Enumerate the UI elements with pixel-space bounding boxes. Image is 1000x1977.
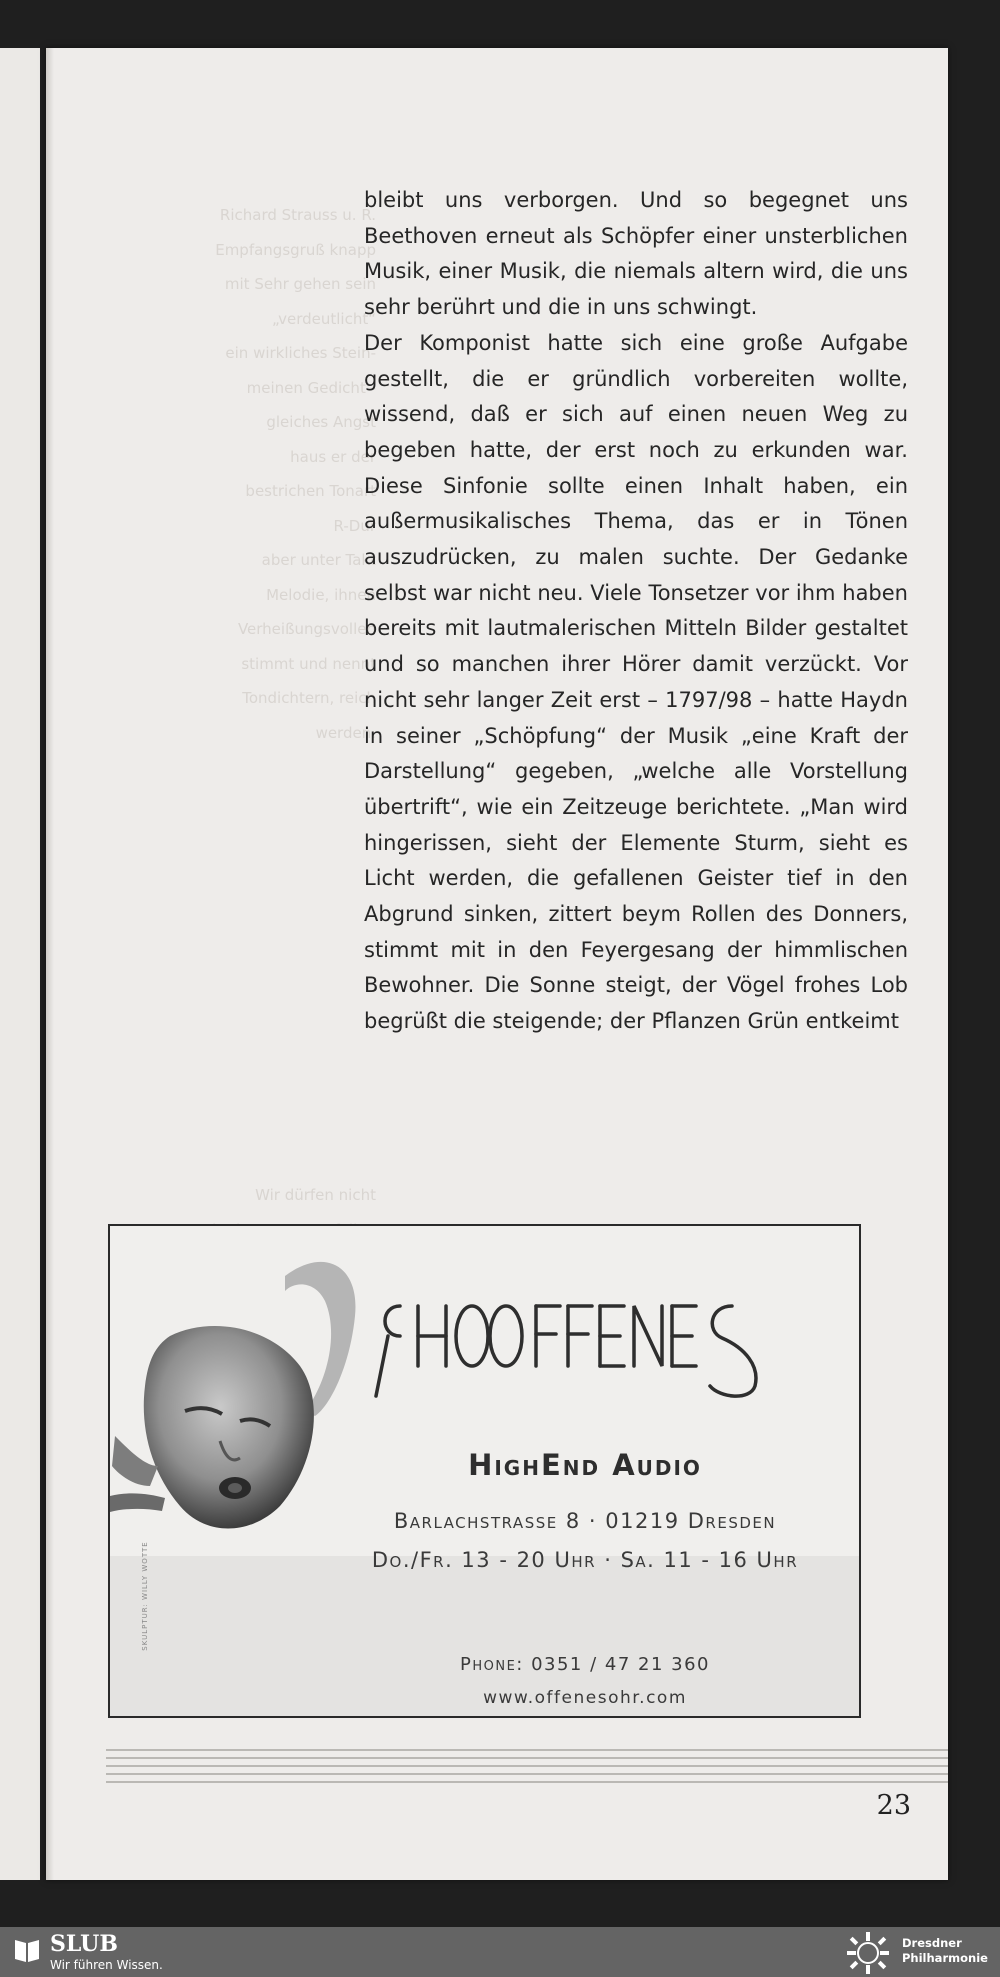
facing-page-edge bbox=[0, 48, 40, 1880]
body-text bbox=[364, 183, 908, 1040]
image-credit: SKULPTUR: WILLY WOTTE bbox=[141, 1541, 149, 1651]
philharmonie-name-line2: Philharmonie bbox=[902, 1951, 988, 1965]
page-number: 23 bbox=[876, 1790, 911, 1821]
page-gutter bbox=[46, 48, 54, 1880]
philharmonie-name bbox=[902, 1936, 997, 1966]
show-through-text-lower: Wir dürfen nicht bbox=[255, 1186, 376, 1204]
paragraph-1: bleibt uns verborgen. Und so begegnet uns Beethoven erneut als Schöpfer einer unsterblichen Musik, einer Musik, die niemals altern wird, die uns sehr berührt und die in uns schwingt. bbox=[364, 188, 908, 320]
ad-website: www.offenesohr.com bbox=[483, 1688, 687, 1708]
paragraph-2: Der Komponist hatte sich eine große Aufgabe gestellt, die er gründlich vorbereiten wollte, wissend, daß er sich auf einen neuen Weg zu begeben hatte, der erst noch zu erkunden war. Diese Sinfonie sollte einen Inhalt haben, ein außermusikalisches Thema, das er in Tönen auszudrücken, zu malen suchte. Der Gedanke selbst war nicht neu. Viele Tonsetzer vor ihm haben bereits mit lautmalerischen Mitteln Bilder gestaltet und so manchen ihrer Hörer damit verzückt. Vor nicht sehr langer Zeit erst – 1797/98 – hatte Haydn in seiner „Schöpfung“ der Musik „eine Kraft der Darstellung“ gegeben, „welche alle Vorstellung übertrift“, wie ein Zeitzeuge berichtete. „Man wird hingerissen, sieht der Elemente Sturm, sieht es Licht werden, die gefallenen Geister tief in den Abgrund sinken, zittert beym Rollen des Donners, stimmt mit in den Feyergesang der himmlischen Bewohner. Die Sonne steigt, der Vögel frohes Lob begrüßt die steigende; der Pflanzen Grün entkeimt bbox=[364, 330, 908, 1034]
slub-name: SLUB bbox=[50, 1931, 118, 1957]
slub-book-icon bbox=[12, 1935, 42, 1965]
ad-title: HighEnd Audio bbox=[468, 1448, 702, 1482]
slub-tagline: Wir führen Wissen. bbox=[50, 1958, 163, 1972]
philharmonie-name-line1: Dresdner bbox=[902, 1936, 962, 1950]
philharmonie-logo-icon bbox=[845, 1930, 891, 1976]
advertisement-box bbox=[108, 1224, 861, 1718]
ad-phone: Phone: 0351 / 47 21 360 bbox=[459, 1654, 710, 1675]
ad-address: Barlachstrasse 8 · 01219 Dresden bbox=[393, 1509, 777, 1533]
offenes-ohr-logo bbox=[370, 1286, 830, 1406]
footer-bar bbox=[0, 1927, 1000, 1977]
show-through-text: Richard Strauss u. R. Empfangsgruß knapp mit Sehr gehen sein „verdeutlicht“ ein wirkliches Stein- meinen Gedicht - gleiches Angst haus er der bestrichen Tonart R-Dur aber unter Takt Melodie, ihnen Verheißungsvollen stimmt und nennt Tondichtern, reich werden. bbox=[215, 206, 376, 742]
staff-rule-lines bbox=[106, 1740, 948, 1830]
document-page bbox=[46, 48, 948, 1880]
ad-opening-hours: Do./Fr. 13 - 20 Uhr · Sa. 11 - 16 Uhr bbox=[371, 1548, 799, 1572]
